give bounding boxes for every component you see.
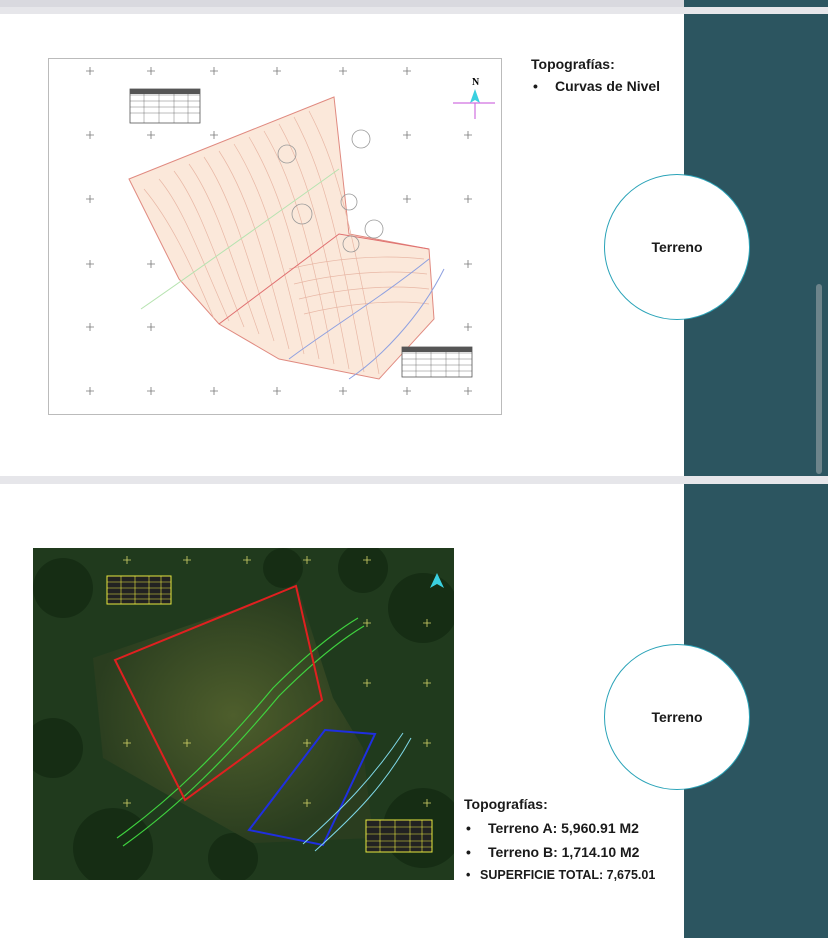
bullet-terreno-a: • Terreno A: 5,960.91 M2 xyxy=(464,820,655,836)
satellite-map[interactable] xyxy=(33,548,454,880)
terreno-circle-1 xyxy=(604,174,750,320)
bullet-contour-lines: • Curvas de Nivel xyxy=(531,78,660,94)
slide-topography-areas xyxy=(0,484,828,938)
slide-topography-contours xyxy=(0,14,828,476)
top-strip-band xyxy=(684,0,828,7)
satellite-map-drawing xyxy=(33,548,454,880)
terreno-circle-2 xyxy=(604,644,750,790)
terreno-circle-2-label: Terreno xyxy=(651,709,703,725)
terreno-circle-1-label: Terreno xyxy=(651,239,703,255)
bullet-total-area: • SUPERFICIE TOTAL: 7,675.01 xyxy=(464,868,655,882)
contour-map[interactable] xyxy=(48,58,502,415)
north-arrow-icon xyxy=(453,77,495,119)
slide2-heading: Topografías: xyxy=(464,796,548,812)
bullet-terreno-b: • Terreno B: 1,714.10 M2 xyxy=(464,844,655,860)
top-strip xyxy=(0,0,828,7)
slide1-bullet-list xyxy=(531,78,660,102)
slide1-heading: Topografías: xyxy=(531,56,615,72)
svg-text:N: N xyxy=(472,77,480,88)
coordinates-table-b xyxy=(366,820,432,852)
scrollbar[interactable] xyxy=(816,284,822,474)
slide2-bullet-list xyxy=(464,820,655,890)
contour-map-drawing xyxy=(49,59,503,416)
coordinates-table-2 xyxy=(402,347,472,377)
coordinates-table-1 xyxy=(130,89,200,123)
coordinates-table-a xyxy=(107,576,171,604)
